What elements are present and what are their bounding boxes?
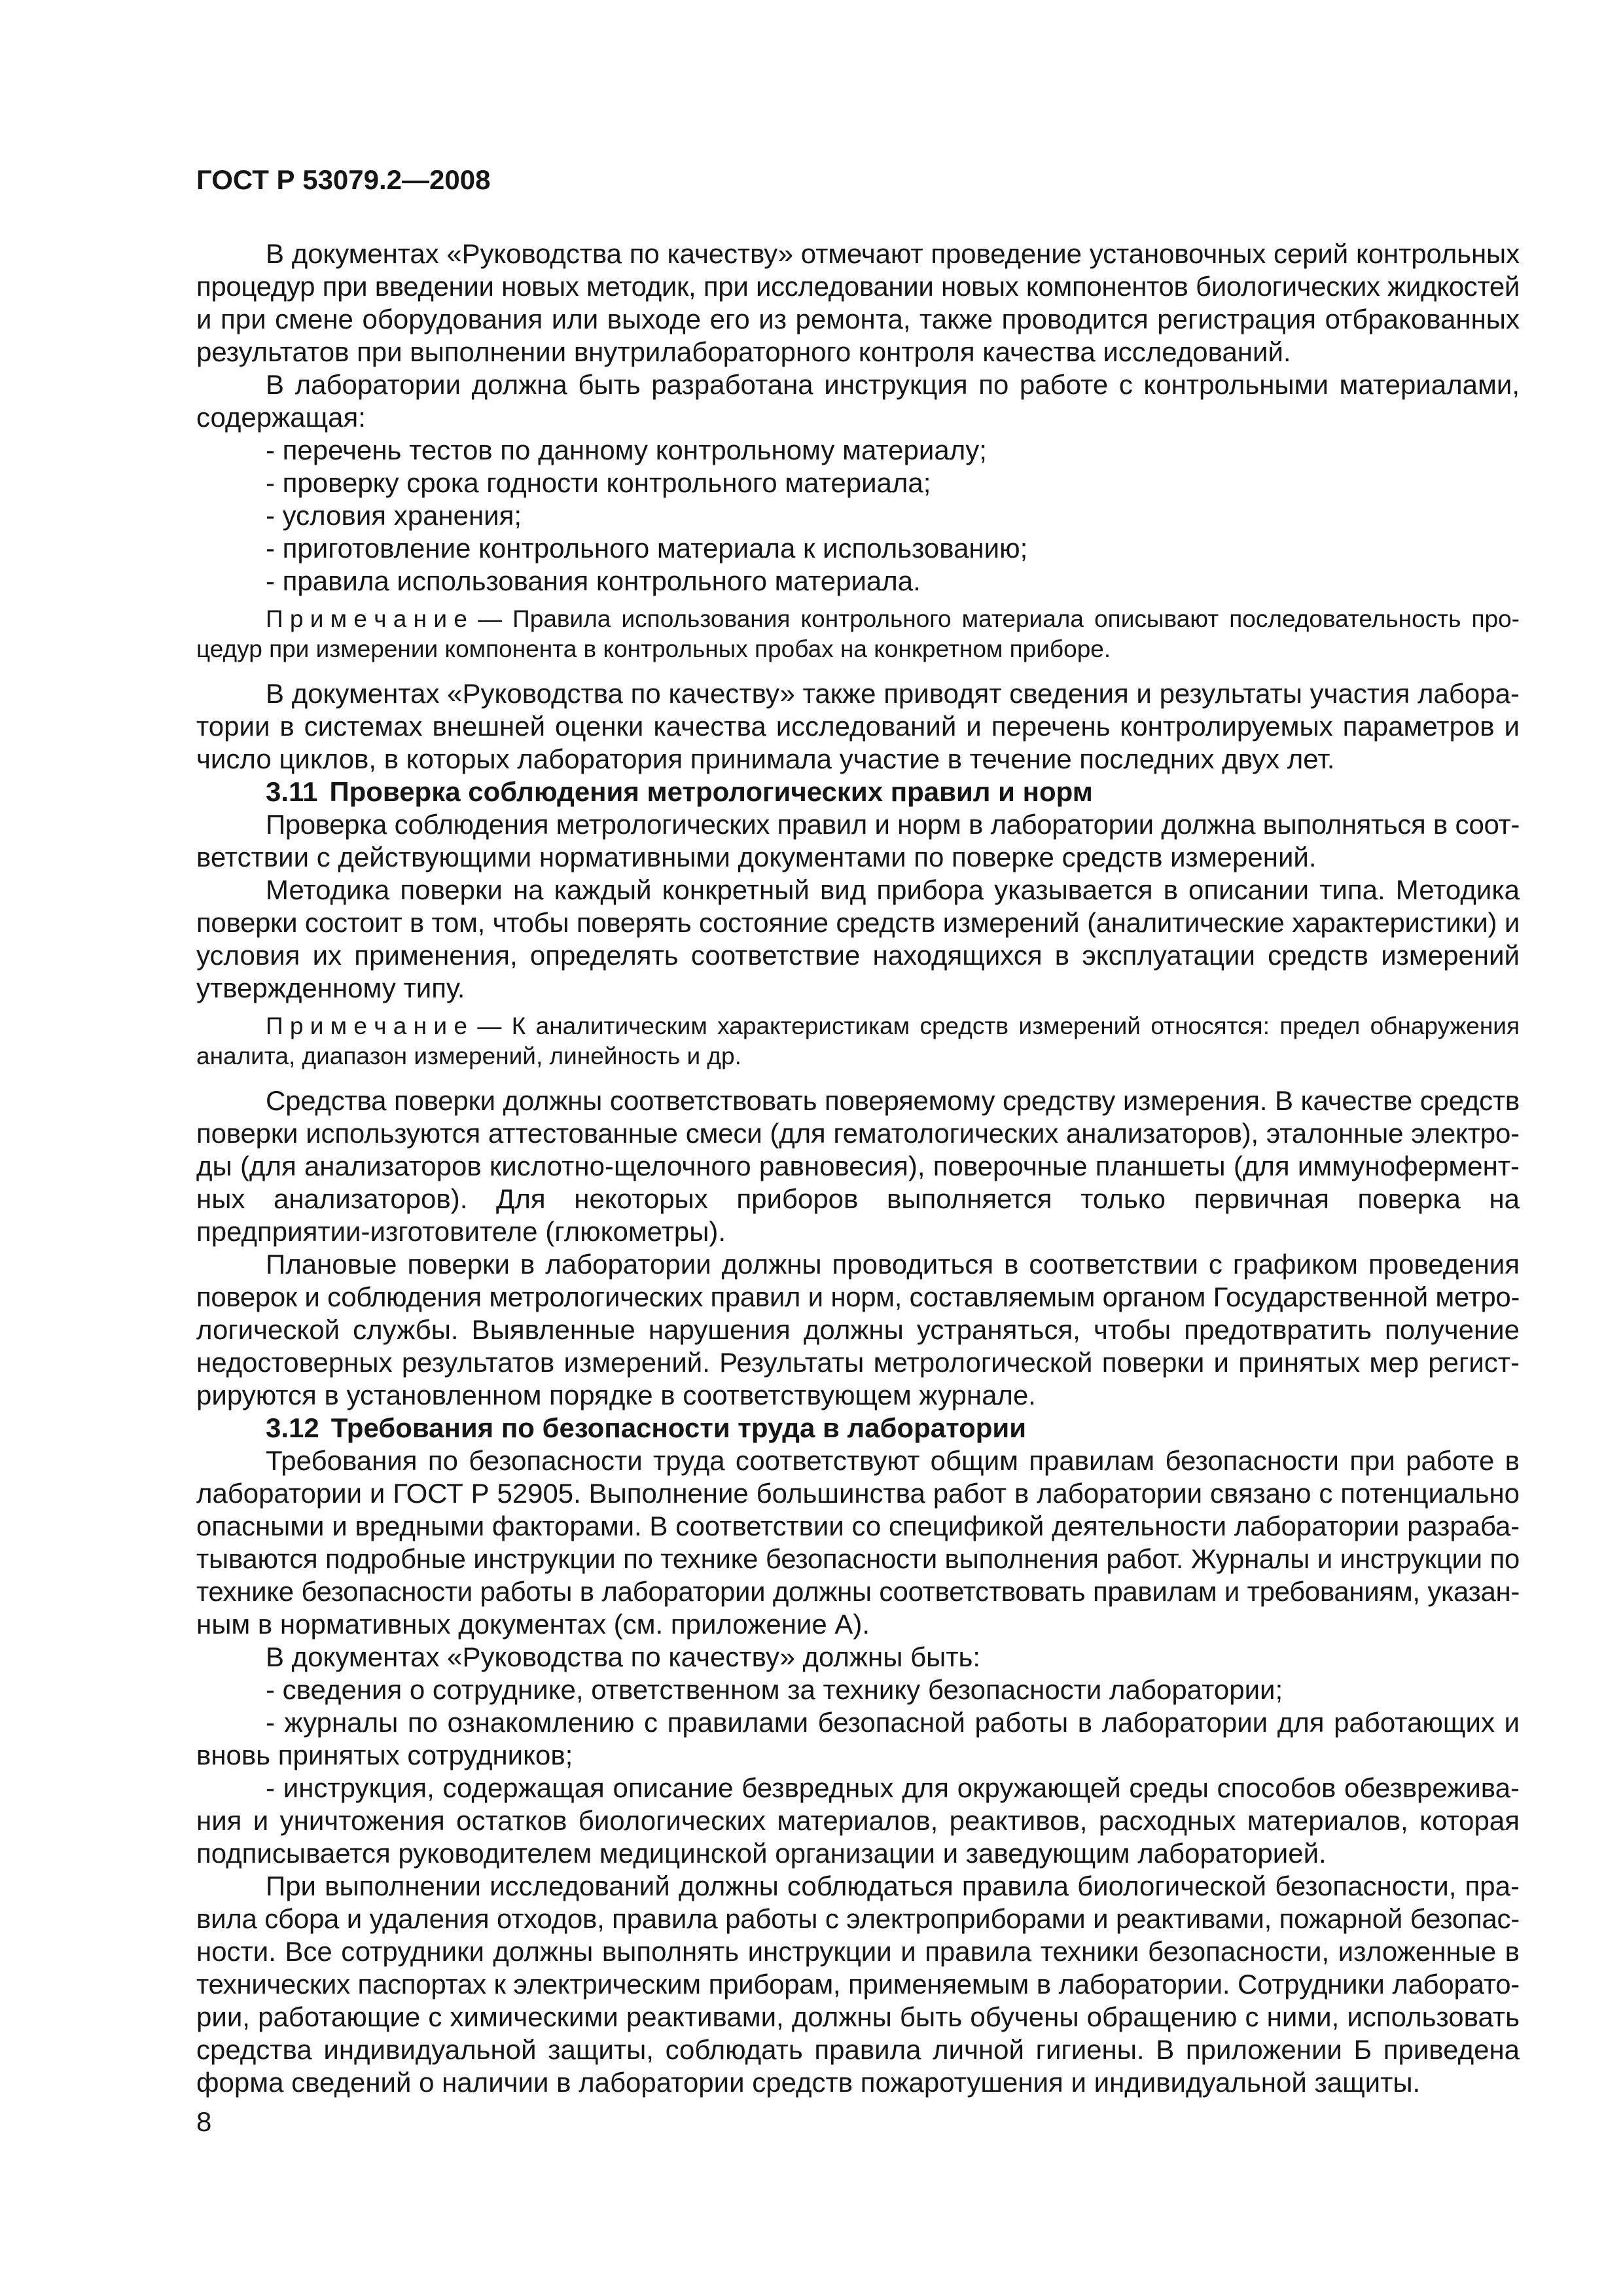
list-item: [196, 1772, 1520, 1870]
paragraph: [196, 1444, 1520, 1641]
paragraph-line: недостоверных результатов измерений. Результаты метрологической поверки и принятых мер регист-: [196, 1347, 1520, 1378]
paragraph-line: средства индивидуальной защиты, соблюдать правила личной гигиены. В приложении Б приведена: [196, 2034, 1520, 2065]
list-item: - перечень тестов по данному контрольному материалу;: [266, 435, 987, 465]
paragraph-line: число циклов, в которых лаборатория принимала участие в течение последних двух лет.: [196, 744, 1335, 774]
paragraph-line: технике безопасности работы в лаборатории должны соответствовать правилам и требованиям, указан-: [196, 1576, 1520, 1607]
section-heading: [196, 1412, 1520, 1444]
paragraph-line: ветствии с действующими нормативными документами по поверке средств измерений.: [196, 842, 1317, 872]
paragraph-line: технических паспортах к электрическим приборам, применяемым в лаборатории. Сотрудники лаборато-: [196, 1969, 1520, 2000]
paragraph-line: Проверка соблюдения метрологических правил и норм в лаборатории должна выполняться в соот-: [266, 809, 1520, 840]
section-title: Требования по безопасности труда в лаборатории: [330, 1412, 1027, 1443]
paragraph: [196, 1248, 1520, 1412]
paragraph-line: условия их применения, определять соответствие находящихся в эксплуатации средств измерений: [196, 940, 1520, 971]
paragraph-line: опасными и вредными факторами. В соответствии со спецификой деятельности лаборатории разраба-: [196, 1511, 1520, 1541]
list-item-line: ния и уничтожения остатков биологических материалов, реактивов, расходных материалов, которая: [196, 1805, 1520, 1836]
list-item-line: - сведения о сотруднике, ответственном за технику безопасности лаборатории;: [266, 1674, 1283, 1705]
paragraph-line: логической службы. Выявленные нарушения должны устраняться, чтобы предотвратить получение: [196, 1314, 1520, 1345]
paragraph: [196, 808, 1520, 874]
paragraph-line: Плановые поверки в лаборатории должны проводиться в соответствии с графиком проведения: [266, 1249, 1520, 1280]
list-item-line: вновь принятых сотрудников;: [196, 1740, 573, 1770]
note-label: П р и м е ч а н и е: [266, 605, 467, 632]
section-number: 3.12: [266, 1412, 319, 1443]
paragraph-line: ным в нормативных документах (см. приложение А).: [196, 1609, 870, 1640]
paragraph-line: и при смене оборудования или выходе его из ремонта, также проводится регистрация отбракованных: [196, 304, 1520, 334]
list-item: - приготовление контрольного материала к использованию;: [266, 533, 1028, 564]
section-title: Проверка соблюдения метрологических правил и норм: [329, 776, 1093, 807]
list-item: - правила использования контрольного материала.: [266, 565, 921, 596]
paragraph-line: Средства поверки должны соответствовать поверяемому средству измерения. В качестве средств: [266, 1085, 1520, 1116]
paragraph-line: рируются в установленном порядке в соответствующем журнале.: [196, 1380, 1036, 1410]
list-item: - условия хранения;: [266, 500, 522, 531]
bullet-list: [196, 1674, 1520, 1870]
paragraph-line: ности. Все сотрудники должны выполнять инструкции и правила техники безопасности, изложенные в: [196, 1936, 1520, 1967]
section-number: 3.11: [266, 776, 318, 807]
paragraph-line: ных анализаторов). Для некоторых приборов выполняется только первичная поверка на: [196, 1183, 1520, 1214]
paragraph-line: результатов при выполнении внутрилабораторного контроля качества исследований.: [196, 336, 1291, 367]
paragraph-line: утвержденному типу.: [196, 973, 465, 1003]
note-label: П р и м е ч а н и е: [266, 1013, 467, 1039]
paragraph-line: поверок и соблюдения метрологических правил и норм, составляемым органом Государственной метро-: [196, 1282, 1520, 1312]
paragraph: [196, 1085, 1520, 1248]
list-item: - проверку срока годности контрольного материала;: [266, 467, 931, 498]
note-text: — Правила использования контрольного материала описывают последовательность про-: [478, 605, 1520, 632]
paragraph-line: В документах «Руководства по качеству» должны быть:: [266, 1641, 981, 1672]
paragraph: [196, 1870, 1520, 2099]
paragraph: [196, 368, 1520, 434]
list-item-line: подписывается руководителем медицинской организации и заведующим лабораторией.: [196, 1838, 1327, 1869]
list-item: [196, 1706, 1520, 1772]
paragraph-line: форма сведений о наличии в лаборатории средств пожаротушения и индивидуальной защиты.: [196, 2067, 1421, 2098]
note-line: цедур при измерении компонента в контрольных пробах на конкретном приборе.: [196, 636, 1111, 662]
section-heading: [196, 776, 1520, 808]
paragraph-line: лаборатории и ГОСТ Р 52905. Выполнение большинства работ в лаборатории связано с потенциально: [196, 1478, 1520, 1509]
list-item: [196, 1674, 1520, 1706]
list-item-line: - журналы по ознакомлению с правилами безопасной работы в лаборатории для работающих и: [266, 1707, 1520, 1738]
paragraph-line: поверки состоит в том, чтобы поверять состояние средств измерений (аналитические характеристики) и: [196, 907, 1520, 938]
paragraph-line: Требования по безопасности труда соответствуют общим правилам безопасности при работе в: [266, 1445, 1520, 1476]
paragraph: [196, 238, 1520, 368]
page-number: 8: [196, 2106, 212, 2137]
paragraph-line: содержащая:: [196, 402, 366, 433]
paragraph-line: процедур при введении новых методик, при исследовании новых компонентов биологических жидкостей: [196, 271, 1520, 302]
paragraph-line: При выполнении исследований должны соблюдаться правила биологической безопасности, пра-: [266, 1871, 1520, 1901]
note-line: [196, 604, 1520, 634]
list-item-line: - инструкция, содержащая описание безвредных для окружающей среды способов обезврежива-: [266, 1772, 1520, 1803]
note-line: [196, 1011, 1520, 1041]
paragraph-line: В документах «Руководства по качеству» также приводят сведения и результаты участия лабора-: [266, 678, 1520, 709]
paragraph-line: поверки используются аттестованные смеси (для гематологических анализаторов), эталонные электро-: [196, 1118, 1520, 1149]
bullet-list: [196, 434, 1520, 598]
paragraph: [196, 1641, 1520, 1674]
paragraph-line: рии, работающие с химическими реактивами, должны быть обучены обращению с ними, использовать: [196, 2001, 1520, 2032]
paragraph-line: ды (для анализаторов кислотно-щелочного равновесия), поверочные планшеты (для иммунофермент-: [196, 1151, 1520, 1181]
note: [196, 1011, 1520, 1071]
paragraph-line: тории в системах внешней оценки качества исследований и перечень контролируемых параметров и: [196, 711, 1520, 742]
note-line: аналита, диапазон измерений, линейность и др.: [196, 1043, 741, 1069]
paragraph-line: В документах «Руководства по качеству» отмечают проведение установочных серий контрольных: [266, 238, 1520, 269]
note: [196, 604, 1520, 664]
note-text: — К аналитическим характеристикам средств измерений относятся: предел обнаружения: [477, 1013, 1520, 1039]
document-designation: ГОСТ Р 53079.2—2008: [196, 164, 491, 195]
paragraph-line: предприятии-изготовителе (глюкометры).: [196, 1216, 726, 1247]
paragraph: [196, 677, 1520, 776]
paragraph: [196, 874, 1520, 1005]
paragraph-line: вила сбора и удаления отходов, правила работы с электроприборами и реактивами, пожарной безопас-: [196, 1903, 1520, 1934]
paragraph-line: В лаборатории должна быть разработана инструкция по работе с контрольными материалами,: [266, 369, 1520, 400]
paragraph-line: Методика поверки на каждый конкретный вид прибора указывается в описании типа. Методика: [266, 874, 1520, 905]
paragraph-line: тываются подробные инструкции по технике безопасности выполнения работ. Журналы и инструкции по: [196, 1543, 1520, 1574]
